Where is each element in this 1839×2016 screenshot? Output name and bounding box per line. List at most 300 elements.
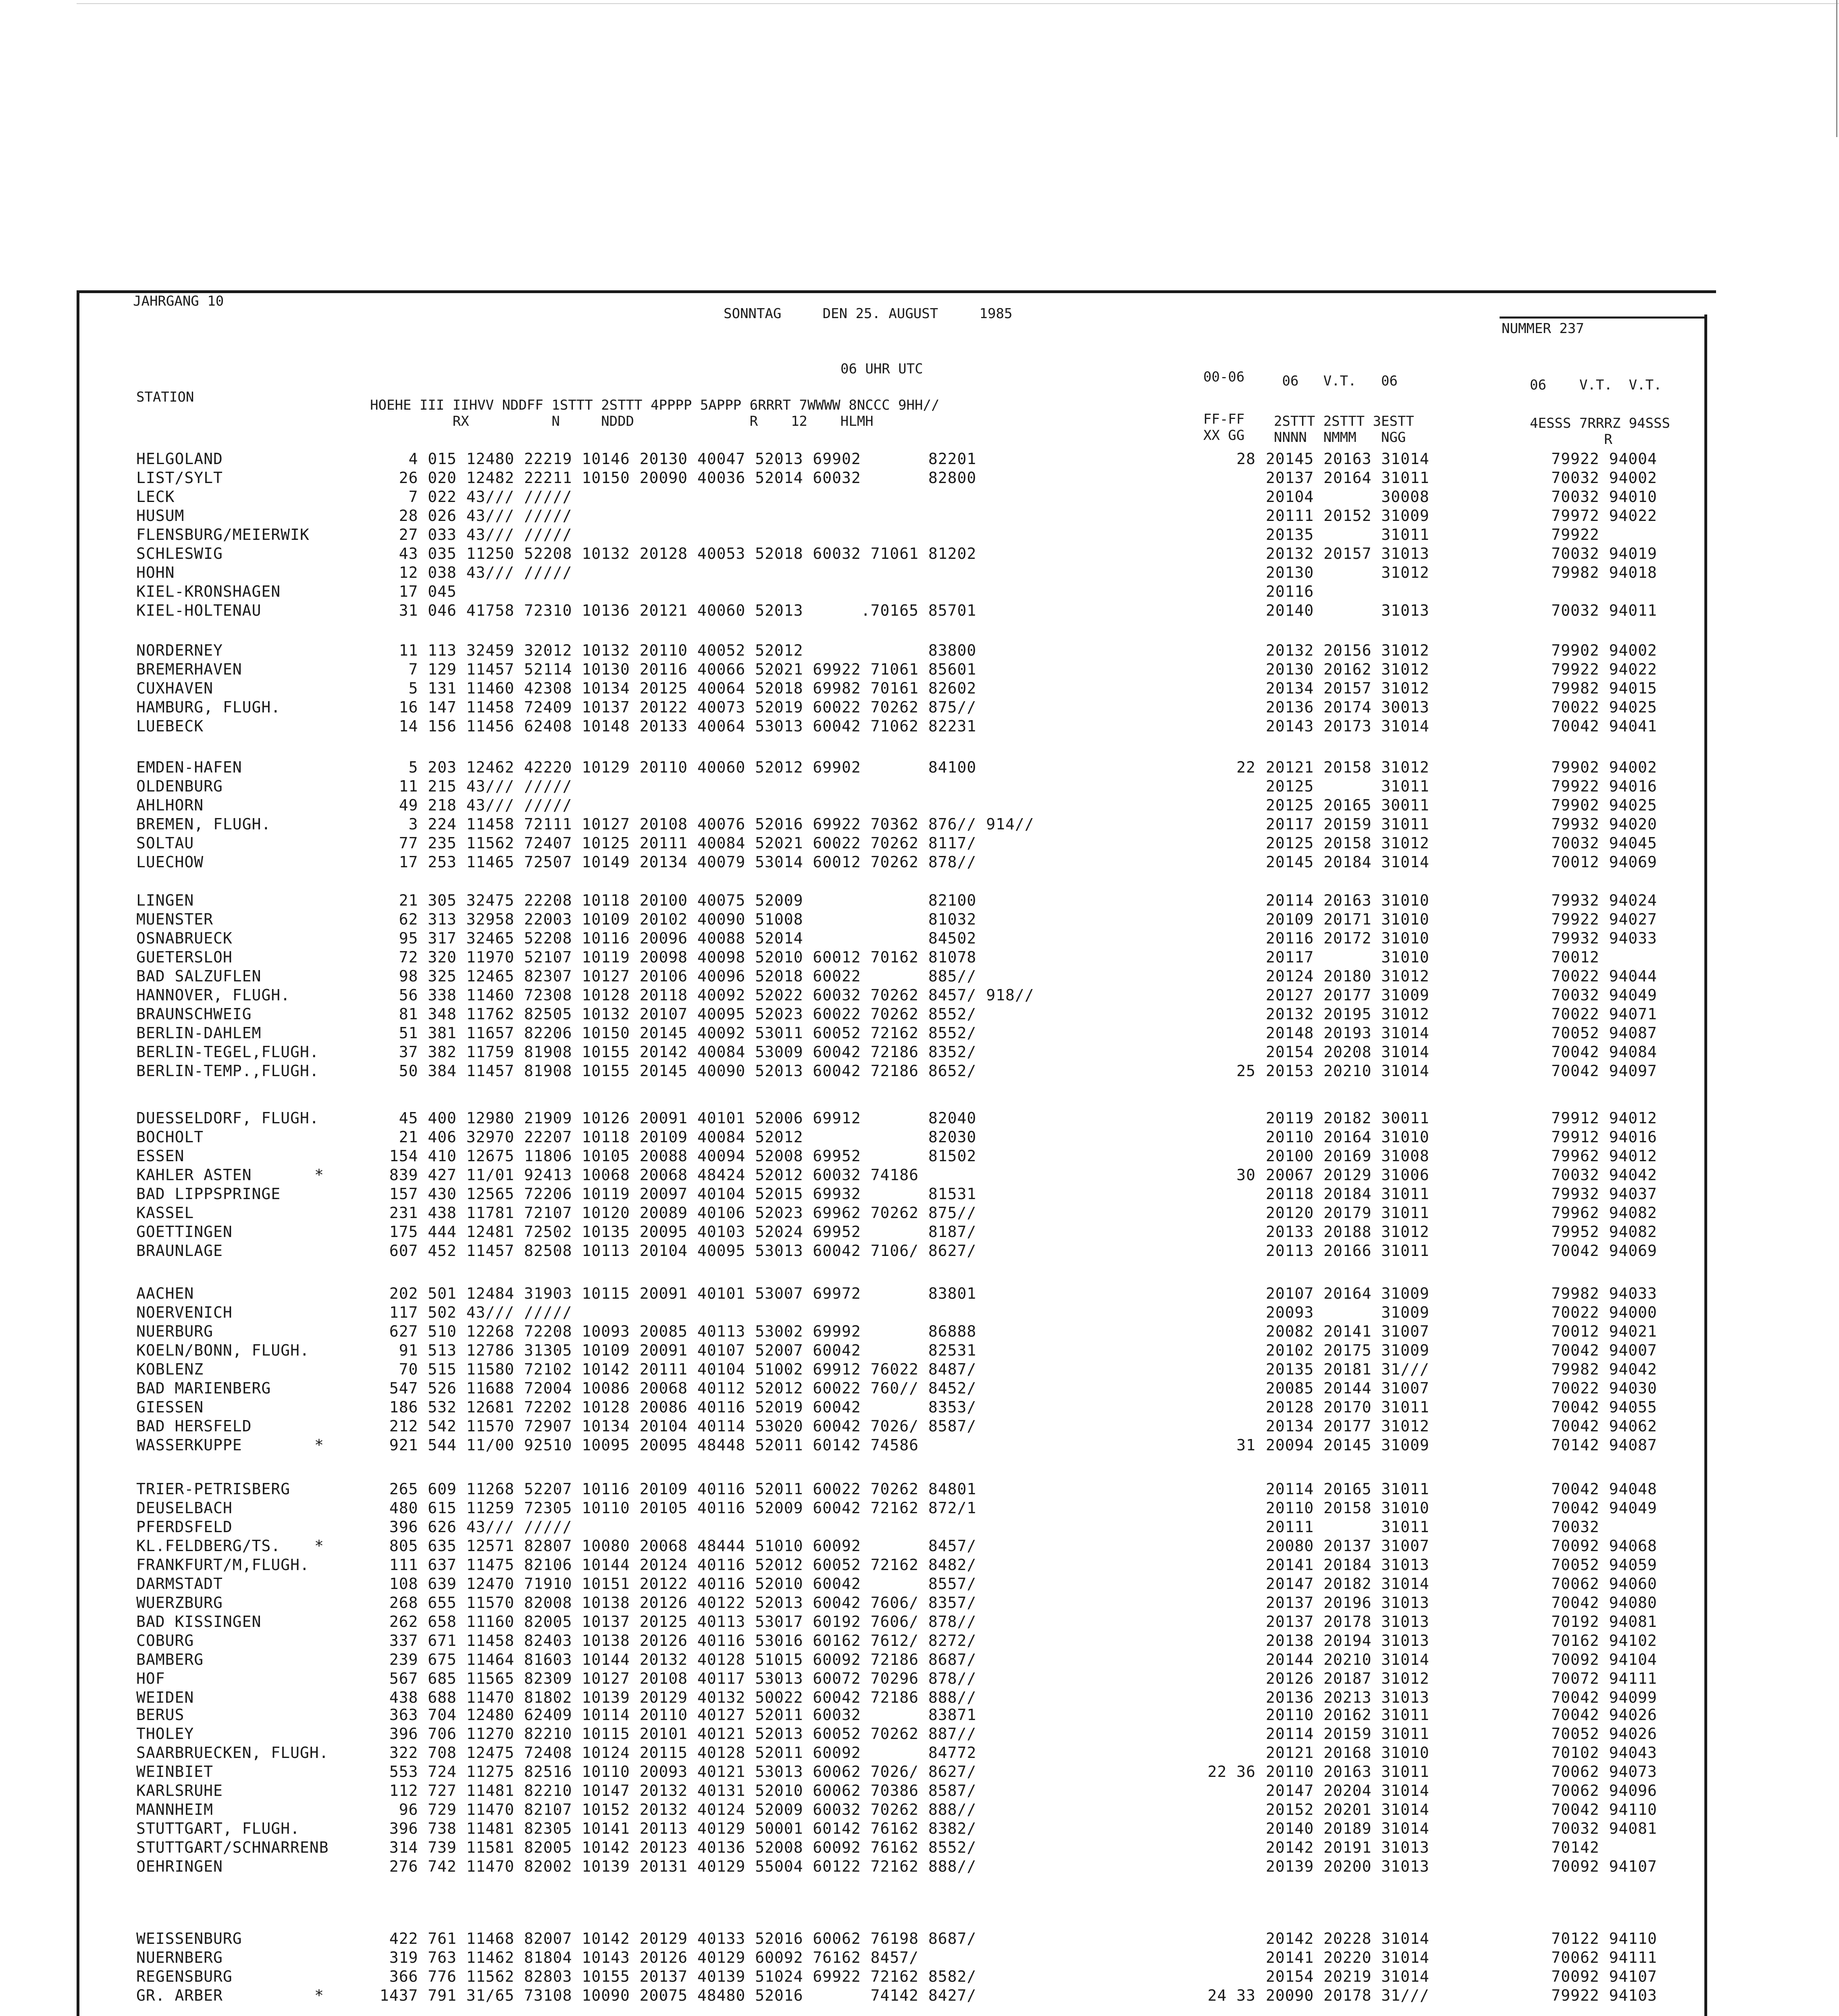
precip-snow-cell: 70142 94087 bbox=[1494, 1436, 1657, 1454]
precip-snow-block-5 bbox=[1494, 1284, 1705, 1455]
observation-row: 567 685 11565 82309 10127 20108 40117 53013 60072 70296 878// bbox=[370, 1670, 977, 1687]
station-name: BRAUNSCHWEIG bbox=[136, 1005, 252, 1023]
temperature-cell: 20113 20166 31011 bbox=[1266, 1242, 1429, 1260]
no-marker bbox=[314, 1360, 339, 1379]
observation-row: 268 655 11570 82008 10138 20126 40122 52013 60042 7606/ 8357/ bbox=[370, 1594, 977, 1612]
precip-snow-cell: 70012 bbox=[1494, 948, 1600, 966]
observation-row: 3 224 11458 72111 10127 20108 40076 52016 69922 70362 876// 914// bbox=[370, 815, 1034, 833]
observation-row: 12 038 43/// ///// bbox=[370, 564, 572, 581]
precip-snow-cell: 70052 94026 bbox=[1494, 1725, 1657, 1743]
year-label: JAHRGANG 10 bbox=[133, 293, 224, 309]
station-name: DUESSELDORF, FLUGH. bbox=[136, 1109, 319, 1127]
observation-row: 422 761 11468 82007 10142 20129 40133 52016 60062 76198 8687/ bbox=[370, 1930, 977, 1947]
no-marker bbox=[314, 1518, 339, 1537]
temperature-cell: 20140 31013 bbox=[1266, 602, 1429, 619]
observation-row: 50 384 11457 81908 10155 20145 40090 52013 60042 72186 8652/ bbox=[370, 1062, 977, 1080]
date-label: SONNTAG DEN 25. AUGUST 1985 bbox=[724, 306, 1013, 322]
station-name: SAARBRUECKEN, FLUGH. bbox=[136, 1744, 329, 1762]
observation-row: 95 317 32465 52208 10116 20096 40088 52014 84502 bbox=[370, 929, 977, 947]
mountain-station-star: * bbox=[314, 1166, 324, 1184]
precip-snow-cell: 79912 94016 bbox=[1494, 1128, 1657, 1146]
observation-row: 186 532 12681 72202 10128 20086 40116 52019 60042 8353/ bbox=[370, 1398, 977, 1416]
station-name: BAD MARIENBERG bbox=[136, 1379, 271, 1397]
temperature-cell: 20128 20170 31011 bbox=[1266, 1398, 1429, 1416]
no-marker bbox=[314, 1223, 339, 1241]
precip-snow-cell: 79922 94004 bbox=[1494, 450, 1657, 468]
observation-row: 26 020 12482 22211 10150 20090 40036 52014 60032 82800 bbox=[370, 469, 977, 487]
precip-snow-cell: 79902 94025 bbox=[1494, 796, 1657, 814]
station-name: SOLTAU bbox=[136, 834, 194, 852]
precip-snow-block-1 bbox=[1494, 641, 1705, 736]
no-marker bbox=[314, 1948, 339, 1967]
precip-snow-cell: 70032 94042 bbox=[1494, 1166, 1657, 1184]
wind-gust-cell bbox=[1183, 1724, 1256, 1743]
precip-snow-block-6 bbox=[1494, 1480, 1705, 1707]
precip-snow-cell: 70042 94097 bbox=[1494, 1062, 1657, 1080]
station-name: BAD HERSFELD bbox=[136, 1417, 252, 1435]
station-name: BAD LIPPSPRINGE bbox=[136, 1185, 281, 1203]
wind-gust-cell bbox=[1183, 582, 1256, 601]
temperature-block-5 bbox=[1266, 1284, 1492, 1455]
wind-gust-cell bbox=[1183, 1669, 1256, 1688]
observation-row: 627 510 12268 72208 10093 20085 40113 53002 69992 86888 bbox=[370, 1322, 977, 1340]
wind-gust-cell bbox=[1183, 525, 1256, 544]
wind-gust-cell bbox=[1183, 1043, 1256, 1062]
wind-gust-cell bbox=[1183, 1480, 1256, 1499]
station-name: BREMEN, FLUGH. bbox=[136, 815, 271, 833]
vt-heading-1: 4ESSS 7RRRZ 94SSS bbox=[1530, 415, 1670, 431]
temperature-cell: 20126 20187 31012 bbox=[1266, 1670, 1429, 1687]
station-name: LINGEN bbox=[136, 891, 194, 909]
mountain-marker-block-5 bbox=[314, 1284, 339, 1455]
precip-snow-cell: 79922 94027 bbox=[1494, 910, 1657, 928]
observation-row: 112 727 11481 82210 10147 20132 40131 52010 60062 70386 8587/ bbox=[370, 1782, 977, 1799]
mountain-marker-block-6 bbox=[314, 1480, 339, 1707]
wind-gust-cell bbox=[1183, 834, 1256, 853]
no-marker bbox=[314, 1669, 339, 1688]
no-marker bbox=[314, 1556, 339, 1574]
observation-row: 70 515 11580 72102 10142 20111 40104 51002 69912 76022 8487/ bbox=[370, 1360, 977, 1378]
no-marker bbox=[314, 1322, 339, 1341]
observation-row: 319 763 11462 81804 10143 20126 40129 60092 76162 8457/ bbox=[370, 1949, 919, 1966]
station-name: WEIDEN bbox=[136, 1689, 194, 1706]
observation-row: 27 033 43/// ///// bbox=[370, 526, 572, 544]
precip-snow-cell: 70022 94000 bbox=[1494, 1304, 1657, 1321]
observation-row: 607 452 11457 82508 10113 20104 40095 53013 60042 7106/ 8627/ bbox=[370, 1242, 977, 1260]
station-name: WASSERKUPPE bbox=[136, 1436, 242, 1454]
precip-snow-block-2 bbox=[1494, 758, 1705, 872]
observation-row: 231 438 11781 72107 10120 20089 40106 52023 69962 70262 875// bbox=[370, 1204, 977, 1222]
ff-heading-0: 00-06 bbox=[1203, 369, 1245, 385]
precip-snow-cell: 70032 94081 bbox=[1494, 1820, 1657, 1837]
precip-snow-cell: 70042 94026 bbox=[1494, 1706, 1657, 1724]
wind-gust-cell: 25 bbox=[1236, 1062, 1256, 1080]
wind-gust-cell: 22 bbox=[1236, 758, 1256, 776]
precip-snow-block-4 bbox=[1494, 1109, 1705, 1260]
wind-gust-cell: 30 bbox=[1236, 1166, 1256, 1184]
wind-gust-cell bbox=[1183, 487, 1256, 506]
wind-gust-cell bbox=[1183, 1109, 1256, 1128]
wind-gust-cell bbox=[1183, 1688, 1256, 1707]
observation-row: 366 776 11562 82803 10155 20137 40139 51024 69922 72162 8582/ bbox=[370, 1968, 977, 1985]
wind-gust-block-2 bbox=[1183, 758, 1256, 872]
wind-gust-cell bbox=[1183, 1556, 1256, 1574]
wind-gust-cell bbox=[1183, 641, 1256, 660]
station-name: BRAUNLAGE bbox=[136, 1242, 223, 1260]
temperature-cell: 20067 20129 31006 bbox=[1266, 1166, 1429, 1184]
wind-gust-cell bbox=[1183, 1743, 1256, 1762]
observation-row: 7 129 11457 52114 10130 20116 40066 52021 69922 71061 85601 bbox=[370, 660, 977, 678]
observation-row: 98 325 12465 82307 10127 20106 40096 52018 60022 885// bbox=[370, 967, 977, 985]
station-name: BREMERHAVEN bbox=[136, 660, 242, 678]
precip-snow-cell: 79922 94016 bbox=[1494, 777, 1657, 795]
precip-snow-cell: 70092 94068 bbox=[1494, 1537, 1657, 1555]
temperature-cell: 20142 20191 31013 bbox=[1266, 1839, 1429, 1856]
station-name: NUERNBERG bbox=[136, 1949, 223, 1966]
observation-row: 175 444 12481 72502 10135 20095 40103 52024 69952 8187/ bbox=[370, 1223, 977, 1241]
precip-snow-cell: 70032 bbox=[1494, 1518, 1600, 1536]
temperature-block-7 bbox=[1266, 1706, 1492, 1876]
no-marker bbox=[314, 1417, 339, 1436]
wind-gust-cell bbox=[1183, 853, 1256, 872]
precip-snow-cell: 70162 94102 bbox=[1494, 1632, 1657, 1649]
precip-snow-cell: 70032 94045 bbox=[1494, 834, 1657, 852]
observation-row: 547 526 11688 72004 10086 20068 40112 52012 60022 760// 8452/ bbox=[370, 1379, 977, 1397]
temperature-cell: 20111 20152 31009 bbox=[1266, 507, 1429, 525]
mountain-station-star: * bbox=[314, 1436, 324, 1454]
observation-row: 14 156 11456 62408 10148 20133 40064 53013 60042 71062 82231 bbox=[370, 717, 977, 735]
observation-row: 111 637 11475 82106 10144 20124 40116 52012 60052 72162 8482/ bbox=[370, 1556, 977, 1574]
temperature-cell: 20130 20162 31012 bbox=[1266, 660, 1429, 678]
wind-gust-cell bbox=[1183, 815, 1256, 834]
precip-snow-cell: 70042 94062 bbox=[1494, 1417, 1657, 1435]
station-name: KAHLER ASTEN bbox=[136, 1166, 252, 1184]
observation-row: 396 626 43/// ///// bbox=[370, 1518, 572, 1536]
station-name: STUTTGART/SCHNARRENB bbox=[136, 1839, 329, 1856]
observation-row: 17 045 bbox=[370, 583, 457, 600]
wind-gust-cell bbox=[1183, 1948, 1256, 1967]
temperature-block-4 bbox=[1266, 1109, 1492, 1260]
station-name: BERLIN-TEMP.,FLUGH. bbox=[136, 1062, 319, 1080]
wind-gust-cell bbox=[1183, 506, 1256, 525]
temperature-cell: 20111 31011 bbox=[1266, 1518, 1429, 1536]
station-name: NORDERNEY bbox=[136, 641, 223, 659]
wind-gust-cell bbox=[1183, 1223, 1256, 1241]
station-name: GOETTINGEN bbox=[136, 1223, 233, 1241]
observation-row: 5 131 11460 42308 10134 20125 40064 52018 69982 70161 82602 bbox=[370, 679, 977, 697]
observation-row: 91 513 12786 31305 10109 20091 40107 52007 60042 82531 bbox=[370, 1341, 977, 1359]
precip-snow-cell: 70042 94110 bbox=[1494, 1801, 1657, 1818]
station-name: HAMBURG, FLUGH. bbox=[136, 698, 281, 716]
observation-row: 314 739 11581 82005 10142 20123 40136 52008 60092 76162 8552/ bbox=[370, 1839, 977, 1856]
precip-snow-cell: 70042 94080 bbox=[1494, 1594, 1657, 1612]
observation-block-7 bbox=[370, 1706, 1124, 1876]
station-name: MUENSTER bbox=[136, 910, 214, 928]
wind-gust-block-4 bbox=[1183, 1109, 1256, 1260]
temperature-cell: 20139 20200 31013 bbox=[1266, 1858, 1429, 1875]
wind-gust-cell bbox=[1183, 563, 1256, 582]
no-marker bbox=[314, 1109, 339, 1128]
station-name: WEISSENBURG bbox=[136, 1930, 242, 1947]
temperature-cell: 20130 31012 bbox=[1266, 564, 1429, 581]
station-name: LIST/SYLT bbox=[136, 469, 223, 487]
station-name: KASSEL bbox=[136, 1204, 194, 1222]
wind-gust-cell bbox=[1183, 698, 1256, 717]
precip-snow-cell: 70092 94107 bbox=[1494, 1858, 1657, 1875]
wind-gust-cell: 24 33 bbox=[1207, 1987, 1256, 2004]
observation-row: 396 706 11270 82210 10115 20101 40121 52013 60052 70262 887// bbox=[370, 1725, 977, 1743]
station-name: HANNOVER, FLUGH. bbox=[136, 986, 291, 1004]
issue-number: NUMMER 237 bbox=[1502, 321, 1584, 337]
wind-gust-cell bbox=[1183, 660, 1256, 679]
precip-snow-cell: 70022 94044 bbox=[1494, 967, 1657, 985]
station-name: MANNHEIM bbox=[136, 1801, 214, 1818]
station-name: LUECHOW bbox=[136, 853, 204, 871]
wind-gust-cell bbox=[1183, 1322, 1256, 1341]
vt-heading-0: 06 V.T. V.T. bbox=[1530, 377, 1662, 393]
temperature-cell: 20137 20178 31013 bbox=[1266, 1613, 1429, 1631]
wind-gust-block-6 bbox=[1183, 1480, 1256, 1707]
ff-heading-1: FF-FF bbox=[1203, 411, 1245, 427]
precip-snow-cell: 70072 94111 bbox=[1494, 1670, 1657, 1687]
station-name: HOF bbox=[136, 1670, 165, 1687]
precip-snow-cell: 79982 94033 bbox=[1494, 1285, 1657, 1302]
wind-gust-cell bbox=[1183, 948, 1256, 967]
observation-row: 77 235 11562 72407 10125 20111 40084 52021 60022 70262 8117/ bbox=[370, 834, 977, 852]
wind-gust-cell bbox=[1183, 1185, 1256, 1204]
wind-gust-cell bbox=[1183, 1241, 1256, 1260]
temperature-cell: 20107 20164 31009 bbox=[1266, 1285, 1429, 1302]
precip-snow-cell: 79922 94103 bbox=[1494, 1987, 1657, 2004]
wind-gust-block-3 bbox=[1183, 891, 1256, 1081]
precip-snow-cell: 79962 94082 bbox=[1494, 1204, 1657, 1222]
wind-gust-cell bbox=[1183, 1147, 1256, 1166]
temperature-cell: 20117 31010 bbox=[1266, 948, 1429, 966]
observation-row: 17 253 11465 72507 10149 20134 40079 53014 60012 70262 878// bbox=[370, 853, 977, 871]
station-name: STUTTGART, FLUGH. bbox=[136, 1820, 300, 1837]
station-name: PFERDSFELD bbox=[136, 1518, 233, 1536]
wind-gust-cell bbox=[1183, 1612, 1256, 1631]
temperature-cell: 20136 20213 31013 bbox=[1266, 1689, 1429, 1706]
station-name: KIEL-HOLTENAU bbox=[136, 602, 262, 619]
precip-snow-cell: 70042 94041 bbox=[1494, 717, 1657, 735]
wind-gust-block-8 bbox=[1183, 1929, 1256, 2005]
wind-gust-cell bbox=[1183, 1005, 1256, 1024]
wind-gust-cell bbox=[1183, 679, 1256, 698]
no-marker bbox=[314, 1204, 339, 1223]
no-marker bbox=[314, 1185, 339, 1204]
precip-snow-cell: 70042 94055 bbox=[1494, 1398, 1657, 1416]
temperature-cell: 20114 20159 31011 bbox=[1266, 1725, 1429, 1743]
observation-time: 06 UHR UTC bbox=[840, 361, 923, 377]
wind-gust-cell bbox=[1183, 777, 1256, 796]
temperature-cell: 20085 20144 31007 bbox=[1266, 1379, 1429, 1397]
wind-gust-cell bbox=[1183, 1574, 1256, 1593]
wind-gust-cell bbox=[1183, 1284, 1256, 1303]
precip-snow-cell: 70062 94111 bbox=[1494, 1949, 1657, 1966]
temperature-cell: 20117 20159 31011 bbox=[1266, 815, 1429, 833]
observation-row: 11 113 32459 32012 10132 20110 40052 52012 83800 bbox=[370, 641, 977, 659]
precip-snow-cell: 70032 94049 bbox=[1494, 986, 1657, 1004]
precip-snow-cell: 70012 94069 bbox=[1494, 853, 1657, 871]
temperature-cell: 20125 31011 bbox=[1266, 777, 1429, 795]
wind-gust-cell bbox=[1183, 1024, 1256, 1043]
wind-gust-cell bbox=[1183, 1631, 1256, 1650]
temperature-cell: 20141 20184 31013 bbox=[1266, 1556, 1429, 1574]
station-name: KOELN/BONN, FLUGH. bbox=[136, 1341, 310, 1359]
mountain-marker-block-8 bbox=[314, 1929, 339, 2005]
precip-snow-cell: 70022 94030 bbox=[1494, 1379, 1657, 1397]
temperature-cell: 20121 20168 31010 bbox=[1266, 1744, 1429, 1762]
station-name: BERUS bbox=[136, 1706, 185, 1724]
observation-row: 28 026 43/// ///// bbox=[370, 507, 572, 525]
precip-snow-cell: 70032 94011 bbox=[1494, 602, 1657, 619]
precip-snow-cell: 70052 94059 bbox=[1494, 1556, 1657, 1574]
temperature-cell: 20141 20220 31014 bbox=[1266, 1949, 1429, 1966]
temperature-cell: 20127 20177 31009 bbox=[1266, 986, 1429, 1004]
wind-gust-cell bbox=[1183, 986, 1256, 1005]
precip-snow-cell: 79932 94020 bbox=[1494, 815, 1657, 833]
temperature-cell: 20147 20182 31014 bbox=[1266, 1575, 1429, 1593]
mid-heading-1: 2STTT 2STTT 3ESTT bbox=[1274, 413, 1414, 429]
observation-row: 5 203 12462 42220 10129 20110 40060 52012 69902 84100 bbox=[370, 758, 977, 776]
wind-gust-cell bbox=[1183, 1819, 1256, 1838]
station-name: ESSEN bbox=[136, 1147, 185, 1165]
precip-snow-cell: 79982 94015 bbox=[1494, 679, 1657, 697]
precip-snow-cell: 70092 94107 bbox=[1494, 1968, 1657, 1985]
wind-gust-block-1 bbox=[1183, 641, 1256, 736]
temperature-cell: 20104 30008 bbox=[1266, 488, 1429, 506]
station-name: HOHN bbox=[136, 564, 175, 581]
precip-snow-cell: 70192 94081 bbox=[1494, 1613, 1657, 1631]
wind-gust-cell bbox=[1183, 601, 1256, 620]
no-marker bbox=[314, 1480, 339, 1499]
no-marker bbox=[314, 1284, 339, 1303]
wind-gust-cell bbox=[1183, 1706, 1256, 1724]
no-marker bbox=[314, 1379, 339, 1398]
no-marker bbox=[314, 1341, 339, 1360]
no-marker bbox=[314, 1574, 339, 1593]
station-name: REGENSBURG bbox=[136, 1968, 233, 1985]
temperature-cell: 20100 20169 31008 bbox=[1266, 1147, 1429, 1165]
observation-block-0 bbox=[370, 450, 1124, 620]
precip-snow-cell: 70042 94069 bbox=[1494, 1242, 1657, 1260]
temperature-cell: 20145 20163 31014 bbox=[1266, 450, 1429, 468]
temperature-cell: 20147 20204 31014 bbox=[1266, 1782, 1429, 1799]
station-name: BAMBERG bbox=[136, 1651, 204, 1668]
wind-gust-cell bbox=[1183, 1303, 1256, 1322]
temperature-cell: 20124 20180 31012 bbox=[1266, 967, 1429, 985]
station-name: CUXHAVEN bbox=[136, 679, 214, 697]
temperature-cell: 20082 20141 31007 bbox=[1266, 1322, 1429, 1340]
observation-row: 56 338 11460 72308 10128 20118 40092 52022 60032 70262 8457/ 918// bbox=[370, 986, 1034, 1004]
obs-heading-2: RX N NDDD R 12 HLMH bbox=[370, 413, 874, 429]
temperature-cell: 20132 20156 31012 bbox=[1266, 641, 1429, 659]
wind-gust-cell bbox=[1183, 1128, 1256, 1147]
precip-snow-cell: 79912 94012 bbox=[1494, 1109, 1657, 1127]
precip-snow-cell: 70042 94048 bbox=[1494, 1480, 1657, 1498]
wind-gust-cell bbox=[1183, 1204, 1256, 1223]
station-name: KIEL-KRONSHAGEN bbox=[136, 583, 281, 600]
precip-snow-cell: 70142 bbox=[1494, 1839, 1600, 1856]
no-marker bbox=[314, 1398, 339, 1417]
observation-row: 553 724 11275 82516 10110 20093 40121 53013 60062 7026/ 8627/ bbox=[370, 1763, 977, 1781]
temperature-cell: 20135 31011 bbox=[1266, 526, 1429, 544]
precip-snow-cell: 70042 94084 bbox=[1494, 1043, 1657, 1061]
station-name: AHLHORN bbox=[136, 796, 204, 814]
vt-heading-2: R bbox=[1530, 431, 1612, 448]
precip-snow-cell: 70042 94007 bbox=[1494, 1341, 1657, 1359]
temperature-cell: 20143 20173 31014 bbox=[1266, 717, 1429, 735]
precip-snow-cell: 70022 94025 bbox=[1494, 698, 1657, 716]
station-name: OLDENBURG bbox=[136, 777, 223, 795]
no-marker bbox=[314, 1967, 339, 1986]
scan-edge-right bbox=[1836, 0, 1837, 137]
no-marker bbox=[314, 1631, 339, 1650]
station-name: DARMSTADT bbox=[136, 1575, 223, 1593]
observation-block-3 bbox=[370, 891, 1124, 1081]
precip-snow-cell: 70022 94071 bbox=[1494, 1005, 1657, 1023]
temperature-cell: 20136 20174 30013 bbox=[1266, 698, 1429, 716]
precip-snow-cell: 70032 94019 bbox=[1494, 545, 1657, 562]
wind-gust-cell bbox=[1183, 1838, 1256, 1857]
station-name: DEUSELBACH bbox=[136, 1499, 233, 1517]
station-name: BOCHOLT bbox=[136, 1128, 204, 1146]
observation-row: 262 658 11160 82005 10137 20125 40113 53017 60192 7606/ 878// bbox=[370, 1613, 977, 1631]
wind-gust-cell: 31 bbox=[1236, 1436, 1256, 1454]
precip-snow-cell: 79982 94018 bbox=[1494, 564, 1657, 581]
ff-heading-2: XX GG bbox=[1203, 427, 1245, 444]
observation-row: 322 708 12475 72408 10124 20115 40128 52011 60092 84772 bbox=[370, 1744, 977, 1762]
station-name: GIESSEN bbox=[136, 1398, 204, 1416]
temperature-cell: 20116 bbox=[1266, 583, 1314, 600]
wind-gust-cell bbox=[1183, 1379, 1256, 1398]
precip-snow-cell: 79902 94002 bbox=[1494, 641, 1657, 659]
precip-snow-cell bbox=[1494, 582, 1705, 601]
temperature-cell: 20110 20162 31011 bbox=[1266, 1706, 1429, 1724]
temperature-cell: 20114 20165 31011 bbox=[1266, 1480, 1429, 1498]
precip-snow-cell: 70032 94010 bbox=[1494, 488, 1657, 506]
precip-snow-cell: 79972 94022 bbox=[1494, 507, 1657, 525]
observation-row: 21 406 32970 22207 10118 20109 40084 52012 82030 bbox=[370, 1128, 977, 1146]
mid-heading-2: NNNN NMMM NGG bbox=[1274, 429, 1406, 446]
temperature-cell: 20152 20201 31014 bbox=[1266, 1801, 1429, 1818]
observation-row: 154 410 12675 11806 10105 20088 40094 52008 69952 81502 bbox=[370, 1147, 977, 1165]
precip-snow-cell: 70042 94049 bbox=[1494, 1499, 1657, 1517]
mid-heading-0: 06 V.T. 06 bbox=[1274, 373, 1398, 389]
observation-row: 337 671 11458 82403 10138 20126 40116 53016 60162 7612/ 8272/ bbox=[370, 1632, 977, 1649]
wind-gust-cell bbox=[1183, 1518, 1256, 1537]
precip-snow-cell: 79962 94012 bbox=[1494, 1147, 1657, 1165]
temperature-cell: 20110 20163 31011 bbox=[1266, 1763, 1429, 1781]
observation-row: 363 704 12480 62409 10114 20110 40127 52011 60032 83871 bbox=[370, 1706, 977, 1724]
observation-row: 202 501 12484 31903 10115 20091 40101 53007 69972 83801 bbox=[370, 1285, 977, 1302]
station-name: KL.FELDBERG/TS. bbox=[136, 1537, 281, 1555]
temperature-cell: 20145 20184 31014 bbox=[1266, 853, 1429, 871]
mountain-station-star: * bbox=[314, 1987, 324, 2004]
temperature-cell: 20102 20175 31009 bbox=[1266, 1341, 1429, 1359]
wind-gust-cell bbox=[1183, 929, 1256, 948]
observation-row: 96 729 11470 82107 10152 20132 40124 52009 60032 70262 888// bbox=[370, 1801, 977, 1818]
temperature-cell: 20148 20193 31014 bbox=[1266, 1024, 1429, 1042]
observation-row: 117 502 43/// ///// bbox=[370, 1304, 572, 1321]
station-name: LECK bbox=[136, 488, 175, 506]
temperature-cell: 20144 20210 31014 bbox=[1266, 1651, 1429, 1668]
observation-row: 212 542 11570 72907 10134 20104 40114 53020 60042 7026/ 8587/ bbox=[370, 1417, 977, 1435]
temperature-cell: 20140 20189 31014 bbox=[1266, 1820, 1429, 1837]
temperature-cell: 20116 20172 31010 bbox=[1266, 929, 1429, 947]
temperature-cell: 20090 20178 31/// bbox=[1266, 1987, 1429, 2004]
